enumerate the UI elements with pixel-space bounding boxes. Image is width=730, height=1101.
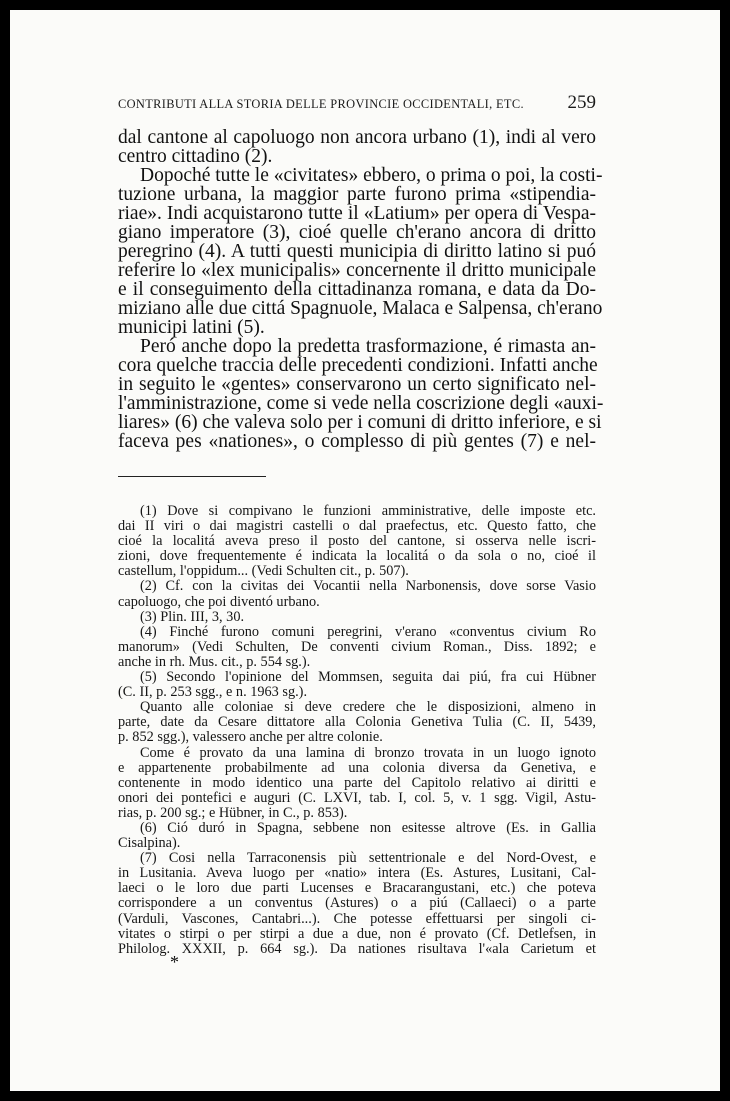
footnote-line: manorum» (Vedi Schulten, De conventi civium Roman., Diss. 1892; e (118, 638, 596, 655)
footnote-line: (2) Cf. con la civitas dei Vocantii nella Narbonensis, dove sorse Vasio (140, 578, 596, 595)
text-line: referire lo «lex municipalis» concernente il dritto municipale (118, 260, 596, 281)
footnote-line: zioni, dove frequentemente é indicata la localitá o da sola o no, cioé il (118, 548, 596, 565)
text-line: Peró anche dopo la predetta trasformazione, é rimasta an- (140, 336, 596, 357)
footnote-line: (6) Ció duró in Spagna, sebbene non esitesse altrove (Es. in Gallia (140, 819, 596, 836)
text-line: peregrino (4). A tutti questi municipia di diritto latino si puó (118, 241, 596, 262)
running-header (118, 92, 596, 114)
page-number: 259 (567, 92, 596, 113)
footnote-line: (3) Plin. III, 3, 30. (140, 608, 245, 625)
footnote-line: Philolog. XXXII, p. 664 sg.). Da nationes risultava l'«ala Carietum et (118, 940, 596, 957)
text-line: in seguito le «gentes» conservarono un certo significato nel- (118, 374, 596, 395)
text-line: dal cantone al capoluogo non ancora urbano (1), indi al vero (118, 127, 596, 148)
footnote-line: p. 852 sgg.), valessero anche per altre colonie. (118, 729, 383, 746)
footnote-line: (4) Finché furono comuni peregrini, v'erano «conventus civium Ro (140, 623, 596, 640)
footnote-line: in Lusitania. Aveva luogo per «natio» intera (Es. Astures, Lusitani, Cal- (118, 865, 596, 882)
footnote-line: capoluogo, che poi diventó urbano. (118, 593, 320, 610)
text-line: l'amministrazione, come si vede nella coscrizione degli «auxi- (118, 393, 604, 414)
text-line: centro cittadino (2). (118, 146, 273, 167)
footnote-line: Quanto alle coloniae si deve credere che le disposizioni, almeno in (140, 699, 596, 716)
footnote-line: rias, p. 200 sg.; e Hübner, in C., p. 853). (118, 804, 348, 821)
text-line: municipi latini (5). (118, 317, 265, 338)
footnote-line: (7) Cosi nella Tarraconensis più settentrionale e del Nord-Ovest, e (140, 850, 596, 867)
footnote-line: (C. II, p. 253 sgg., e n. 1963 sg.). (118, 684, 308, 701)
footnote-line: parte, date da Cesare dittatore alla Colonia Genetiva Tulia (C. II, 5439, (118, 714, 596, 731)
footnote-line: laeci o le loro due parti Lucenses e Bracarangustani, etc.) che poteva (118, 880, 596, 897)
footnote-line: (1) Dove si compivano le funzioni amministrative, delle imposte etc. (140, 503, 596, 519)
text-line: miziano alle due cittá Spagnuole, Malaca e Salpensa, ch'erano (118, 298, 603, 319)
footnote-line: onori dei pontefici e auguri (C. LXVI, tab. I, col. 5, v. 1 sgg. Vigil, Astu- (118, 789, 596, 806)
footnote-line: (Varduli, Vascones, Cantabri...). Che potesse effettuarsi per singoli ci- (118, 910, 596, 927)
text-line: liares» (6) che valeva solo per i comuni di dritto inferiore, e si (118, 412, 602, 433)
footnote-line: Cisalpina). (118, 835, 181, 852)
footnotes (118, 504, 596, 957)
footnote-line: dai II viri o dai magistri castelli o dal praefectus, etc. Questo fatto, che (118, 518, 596, 535)
footnote-line: castellum, l'oppidum... (Vedi Schulten cit., p. 507). (118, 563, 409, 580)
footnote-line: anche in rh. Mus. cit., p. 554 sg.). (118, 653, 311, 670)
text-line: Dopoché tutte le «civitates» ebbero, o prima o poi, la costi- (140, 165, 603, 186)
footnote-line: cioé la localitá aveva preso il posto del cantone, si osserva nelle iscri- (118, 533, 596, 550)
footnote-line: e appartenente probabilmente ad una colonia diversa da Genetiva, e (118, 759, 596, 776)
footnote-line: (5) Secondo l'opinione del Mommsen, seguita dai piú, fra cui Hübner (140, 669, 596, 686)
signature-mark: * (170, 952, 179, 972)
text-line: e il conseguimento della cittadinanza romana, e data da Do- (118, 279, 596, 300)
footnote-line: Come é provato da una lamina di bronzo trovata in un luogo ignoto (140, 744, 596, 761)
text-line: riae». Indi acquistarono tutte il «Latium» per opera di Vespa- (118, 203, 596, 224)
footnote-divider (118, 476, 266, 477)
footnote-line: contenente in modo identico una parte del Capitolo relativo ai diritti e (118, 774, 596, 791)
footnote-line: corrispondere a un conventus (Astures) o a piú (Callaeci) o a parte (118, 895, 596, 912)
text-line: giano imperatore (3), cioé quelle ch'erano ancora di dritto (118, 222, 596, 243)
text-line: faceva pes «nationes», o complesso di più gentes (7) e nel- (118, 431, 596, 452)
main-text (118, 127, 604, 452)
book-page (10, 10, 720, 1091)
running-title: CONTRIBUTI ALLA STORIA DELLE PROVINCIE OCCIDENTALI, ETC. (118, 97, 524, 111)
footnote-line: vitates o stirpi o per stirpi a due a due, non é provato (Cf. Detlefsen, in (118, 925, 596, 942)
text-line: cora quelche traccia delle precedenti condizioni. Infatti anche (118, 355, 598, 376)
text-line: tuzione urbana, la maggior parte furono prima «stipendia- (118, 184, 596, 205)
